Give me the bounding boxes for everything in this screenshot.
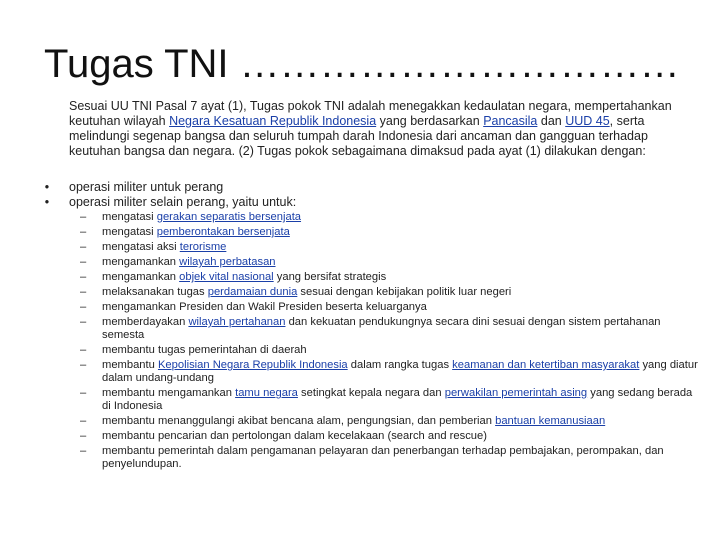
item-text: melaksanakan tugas <box>102 286 208 298</box>
item-link[interactable]: pemberontakan bersenjata <box>156 226 290 238</box>
sub-list-item <box>80 226 700 239</box>
item-link[interactable]: gerakan separatis bersenjata <box>156 211 302 223</box>
bullet-icon: • <box>44 180 50 194</box>
item-text: mengatasi <box>102 226 157 238</box>
item-text: membantu <box>102 359 158 371</box>
item-text: setingkat kepala negara dan <box>297 387 445 399</box>
sub-list-item <box>80 256 700 269</box>
sub-list-item <box>80 271 700 284</box>
link-pancasila[interactable]: Pancasila <box>483 114 538 128</box>
dash-icon: – <box>80 256 87 268</box>
bullet-text: operasi militer selain perang, yaitu untuk: <box>69 195 297 209</box>
item-link[interactable]: terorisme <box>179 241 227 253</box>
item-text: dalam rangka tugas <box>347 359 453 371</box>
bullet-text: operasi militer untuk perang <box>69 180 224 194</box>
dash-icon: – <box>80 387 87 399</box>
bullet-icon: • <box>44 195 50 209</box>
item-text: mengamankan <box>102 271 180 283</box>
dash-icon: – <box>80 415 87 427</box>
item-text: mengatasi aksi <box>102 241 180 253</box>
link-nkri[interactable]: Negara Kesatuan Republik Indonesia <box>169 114 377 128</box>
item-link[interactable]: keamanan dan ketertiban masyarakat <box>452 359 640 371</box>
item-link[interactable]: Kepolisian Negara Republik Indonesia <box>157 359 348 371</box>
item-link[interactable]: perwakilan pemerintah asing <box>444 387 588 399</box>
intro-text-3: dan <box>537 114 566 128</box>
item-text: memberdayakan <box>102 316 189 328</box>
item-text: mengamankan <box>102 256 180 268</box>
intro-text-1: Sesuai UU TNI Pasal 7 ayat (1), Tugas pokok TNI adalah menegakkan kedaulatan negara, mempertahankan keutuhan wilayah <box>69 99 672 128</box>
intro-text-2: yang berdasarkan <box>376 114 484 128</box>
bullet-list <box>42 180 682 210</box>
item-text: membantu tugas pemerintahan di daerah <box>102 344 307 356</box>
item-text: mengatasi <box>102 211 157 223</box>
sub-list-item <box>80 387 700 413</box>
item-link[interactable]: perdamaian dunia <box>207 286 298 298</box>
item-text: sesuai dengan kebijakan politik luar negeri <box>297 286 512 298</box>
dash-icon: – <box>80 226 87 238</box>
sub-list-item <box>80 241 700 254</box>
sub-list-item <box>80 301 700 314</box>
intro-text-4: , serta melindungi segenap bangsa dan seluruh tumpah darah Indonesia dari ancaman dan gangguan terhadap keutuhan bangsa dan negara. (2) Tugas pokok sebagaimana dimaksud pada ayat (1) dilakukan dengan: <box>69 114 648 158</box>
sub-list-item <box>80 211 700 224</box>
dash-icon: – <box>80 344 87 356</box>
item-text: yang sedang berada di Indonesia <box>102 387 693 412</box>
item-link[interactable]: tamu negara <box>235 387 298 399</box>
dash-icon: – <box>80 445 87 457</box>
item-text: yang diatur dalam undang-undang <box>102 359 698 384</box>
dash-icon: – <box>80 271 87 283</box>
link-uud45[interactable]: UUD 45 <box>565 114 610 128</box>
slide-title: Tugas TNI …………………………… <box>44 42 680 86</box>
item-link[interactable]: objek vital nasional <box>179 271 274 283</box>
item-link[interactable]: wilayah pertahanan <box>188 316 286 328</box>
item-text: membantu mengamankan <box>102 387 236 399</box>
item-text: membantu menanggulangi akibat bencana alam, pengungsian, dan pemberian <box>102 415 496 427</box>
bullet-item <box>42 195 682 210</box>
sub-list-item <box>80 430 700 443</box>
bullet-item <box>42 180 682 195</box>
sub-list-item <box>80 316 700 342</box>
dash-icon: – <box>80 241 87 253</box>
dash-icon: – <box>80 301 87 313</box>
dash-icon: – <box>80 316 87 328</box>
sub-list-item <box>80 359 700 385</box>
sub-list-item <box>80 286 700 299</box>
item-link[interactable]: bantuan kemanusiaan <box>495 415 606 427</box>
item-link[interactable]: wilayah perbatasan <box>179 256 276 268</box>
item-text: yang bersifat strategis <box>273 271 387 283</box>
item-text: mengamankan Presiden dan Wakil Presiden beserta keluarganya <box>102 301 427 313</box>
dash-icon: – <box>80 430 87 442</box>
item-text: dan kekuatan pendukungnya secara dini sesuai dengan sistem pertahanan semesta <box>102 316 661 341</box>
sub-list-item <box>80 415 700 428</box>
dash-icon: – <box>80 286 87 298</box>
sub-list-item <box>80 445 700 471</box>
dash-icon: – <box>80 211 87 223</box>
item-text: membantu pemerintah dalam pengamanan pelayaran dan penerbangan terhadap pembajakan, perompakan, dan penyelundupan. <box>102 445 664 470</box>
item-text: membantu pencarian dan pertolongan dalam kecelakaan (search and rescue) <box>102 430 487 442</box>
dash-icon: – <box>80 359 87 371</box>
sub-list <box>80 211 700 473</box>
sub-list-item <box>80 344 700 357</box>
intro-paragraph <box>69 99 699 159</box>
